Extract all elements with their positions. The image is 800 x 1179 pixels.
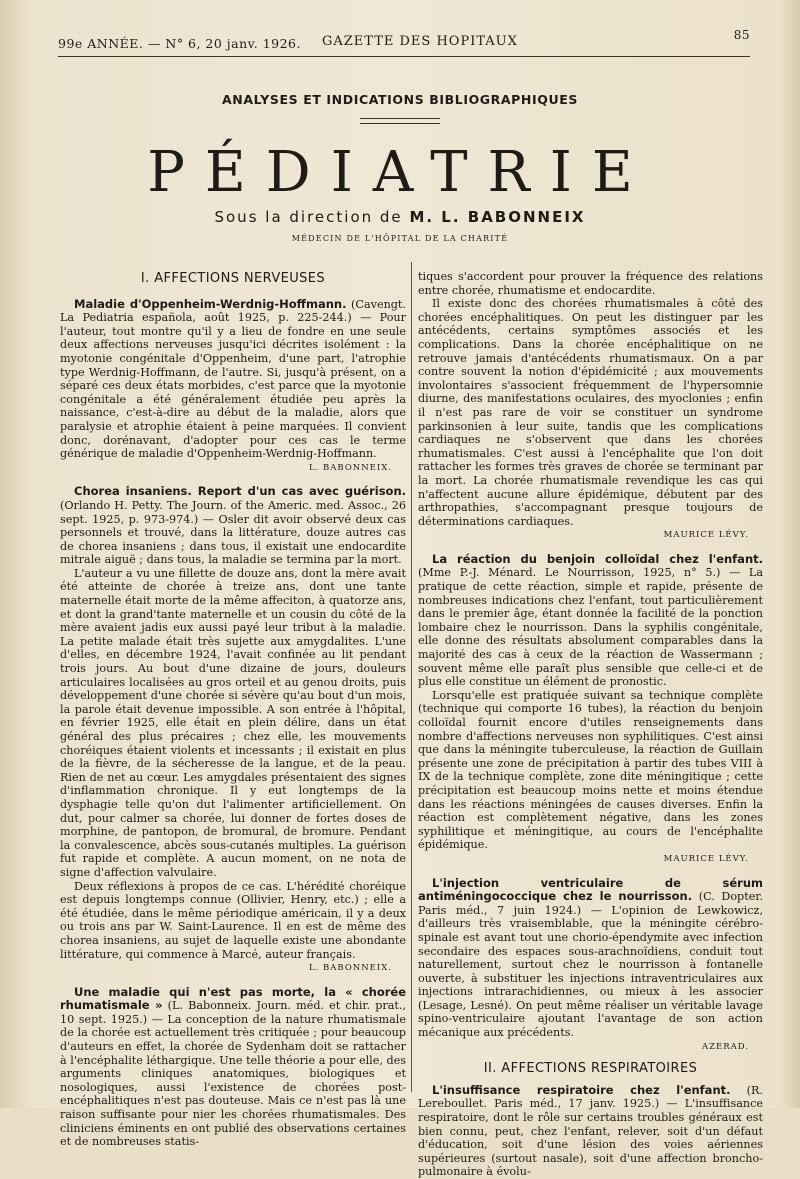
page-number: 85 bbox=[733, 28, 750, 42]
director-position: MÉDECIN DE L'HÔPITAL DE LA CHARITÉ bbox=[291, 234, 509, 243]
page-title: PÉDIATRIE bbox=[147, 140, 653, 205]
direction-prefix: Sous la direction de bbox=[214, 208, 403, 226]
article-paragraph bbox=[60, 986, 406, 1149]
director-name: M. L. BABONNEIX bbox=[409, 208, 586, 226]
article-paragraph bbox=[60, 298, 406, 461]
article-text: (R. Lereboullet. Paris méd., 17 janv. 1925.) — L'insuffisance respiratoire, dont le rôle sur certains troubles généraux est bien connu, peut, chez l'enfant, relever, soit d'un défaut d'éducation, soit d'une lésion des voies aériennes supérieures (surtout nasale), soit d'une affection broncho-pulmonaire à évolu- bbox=[418, 1083, 763, 1179]
running-header bbox=[58, 30, 750, 56]
article-signature: L. BABONNEIX. bbox=[309, 963, 392, 974]
article-text: (L. Babonneix. Journ. méd. et chir. prat., 10 sept. 1925.) — La conception de la nature rhumatismale de la chorée est actuellement très critiquée ; pour beaucoup d'auteurs en effet, la chorée de Sydenham doit se rattacher à l'encéphalite léthargique. Une telle théorie a pour elle, des arguments cliniques anatomiques, biologiques et nosologiques, aussi l'existence de chorées post-encéphalitiques n'est pas douteuse. Mais ce n'est pas là une raison suffisante pour nier les chorées rhumatismales. Des cliniciens éminents en ont publié des observations certaines et de nombreuses statis- bbox=[60, 999, 406, 1149]
direction-line bbox=[0, 208, 800, 226]
article-paragraph-continued: tiques s'accordent pour prouver la fréquence des relations entre chorée, rhumatisme et endocardite. bbox=[418, 270, 763, 297]
article-paragraph: Il existe donc des chorées rhumatismales à côté des chorées encéphalitiques. On peut les distinguer par les antécédents, certains symptômes associés et les complications. Dans la chorée encéphalitique on ne retrouve jamais d'antécédents rhumatismaux. On a par contre souvent la notion d'épidémicité ; aux mouvements involontaires s'associent fréquemment de l'hypersomnie diurne, des manifestations oculaires, des myoclonies ; enfin il n'est pas rare de voir se constituer un syndrome parkinsonien à leur suite, tandis que les complications cardiaques ne s'observent que dans les chorées rhumatismales. C'est aussi à l'encéphalite que l'on doit rattacher les formes très graves de chorée se terminant par la mort. La chorée rhumatismale revendique les cas qui n'affectent aucune allure épidémique, débutent par des arthropathies, s'accompagnant presque toujours de déterminations cardiaques. bbox=[418, 297, 763, 528]
left-column bbox=[60, 270, 406, 1149]
ornament-divider bbox=[360, 118, 440, 124]
article-title: Une maladie qui n'est pas morte, la « chorée rhumatismale » bbox=[60, 984, 406, 1013]
section-heading-respiratory: II. AFFECTIONS RESPIRATOIRES bbox=[483, 1061, 698, 1077]
section-heading: ANALYSES ET INDICATIONS BIBLIOGRAPHIQUES bbox=[222, 92, 578, 107]
article-paragraph bbox=[418, 1084, 763, 1179]
article-title: L'injection ventriculaire de sérum antiméningococcique chez le nourrisson. bbox=[418, 875, 763, 904]
article-paragraph: Lorsqu'elle est pratiquée suivant sa technique complète (technique qui comporte 16 tubes), la réaction du benjoin colloïdal fournit encore d'utiles renseignements dans nombre d'affections nerveuses non syphilitiques. C'est ainsi que dans la méningite tuberculeuse, la réaction de Guillain présente une zone de précipitation à partir des tubes VIII à IX de la technique complète, zone dite méningitique ; cette précipitation est beaucoup moins nette et moins étendue dans les réactions méningées de causes diverses. Enfin la réaction est complètement négative, dans les zones syphilitique et méningitique, au cours de l'encéphalite épidémique. bbox=[418, 688, 763, 852]
journal-name: GAZETTE DES HOPITAUX bbox=[322, 34, 518, 49]
article-paragraph bbox=[418, 877, 763, 1040]
column-divider bbox=[411, 262, 412, 1092]
article-signature: MAURICE LÉVY. bbox=[663, 530, 749, 541]
issue-info: 99e ANNÉE. — N° 6, 20 janv. 1926. bbox=[58, 36, 301, 51]
article-text: (Cavengt. La Pediatria española, août 1925, p. 225-244.) — Pour l'auteur, tout montre qu'il y a lieu de fondre en une seule deux affections nerveuses jusqu'ici décrites isolément : la myotonie congénitale d'Oppenheim, d'une part, l'atrophie type Werdnig-Hoffmann, de l'autre. Si, jusqu'à présent, on a séparé ces deux états morbides, c'est parce que la myotonie congénitale a été généralement étudiée peu après la naissance, c'est-à-dire au début de la maladie, alors que paralysie et atrophie étaient à peine marquées. Il convient donc, dorénavant, d'adopter pour ces cas le terme générique de maladie d'Oppenheim-Werdnig-Hoffmann. bbox=[60, 297, 406, 461]
article-text: (Orlando H. Petty. The Journ. of the Americ. med. Assoc., 26 sept. 1925, p. 973-974.) — Osler dit avoir observé deux cas personnels et trouvé, dans la littérature, douze autres cas de chorea insaniens ; dans tous, il existait une endocardite mitrale aiguë ; dans tous, la maladie se termina par la mort. bbox=[60, 498, 406, 567]
article-signature: MAURICE LÉVY. bbox=[663, 853, 749, 864]
right-column bbox=[418, 270, 763, 1179]
article-text: (Mme P.-J. Ménard. Le Nourrisson, 1925, n° 5.) — La pratique de cette réaction, simple et rapide, présente de nombreuses indications chez l'enfant, tout particulièrement dans le premier âge, étant donnée la facilité de la ponction lombaire chez le nourrisson. Dans la syphilis congénitale, elle donne des résultats absolument comparables dans la majorité des cas à ceux de la réaction de Wassermann ; souvent même elle paraît plus sensible que celle-ci et de plus elle constitue un élément de pronostic. bbox=[418, 566, 763, 689]
header-rule bbox=[58, 56, 750, 57]
article-title: La réaction du benjoin colloïdal chez l'enfant. bbox=[432, 551, 763, 566]
section-heading-nervous: I. AFFECTIONS NERVEUSES bbox=[140, 271, 326, 286]
article-paragraph: L'auteur a vu une fillette de douze ans, dont la mère avait été atteinte de chorée à treize ans, dont une tante maternelle était morte de la même affeciton, à quatorze ans, et dont la grand'tante maternelle et un cousin du côté de la mère avaient jadis eux aussi payé leur tribut à la maladie. La petite malade était très sujette aux amygdalites. L'une d'elles, en décembre 1924, l'avait confinée au lit pendant trois jours. Au bout d'une dizaine de jours, douleurs articulaires localisées au gros orteil et au genou droits, puis développement d'une chorée si sévère qu'au bout d'un mois, la parole était devenue impossible. A son entrée à l'hôpital, en février 1925, elle était en plein délire, dans un état général des plus précaires ; chez elle, les mouvements choréiques étaient violents et incessants ; il existait en plus de la fièvre, de la sécheresse de la langue, et de la peau. Rien de net au cœur. Les amygdales présentaient des signes d'inflammation chronique. Il y eut longtemps de la dysphagie telle qu'on dut l'alimenter artificiellement. On dut, pour calmer sa chorée, lui donner de fortes doses de morphine, de pantopon, de bromural, de bromure. Pendant la convalescence, abcès sous-cutanés multiples. La guérison fut rapide et complète. A aucun moment, on ne nota de signe d'affection valvulaire. bbox=[60, 566, 406, 879]
article-signature: L. BABONNEIX. bbox=[309, 462, 392, 473]
article-paragraph bbox=[60, 485, 406, 567]
article-paragraph: Deux réflexions à propos de ce cas. L'hérédité choréique est depuis longtemps connue (Ollivier, Henry, etc.) ; elle a été étudiée, dans le même périodique américain, il y a deux ou trois ans par W. Saint-Laurence. Il en est de même des chorea insaniens, au sujet de laquelle existe une abondante littérature, qui commence à Marcé, auteur français. bbox=[60, 879, 406, 961]
article-title: Chorea insaniens. Report d'un cas avec guérison. bbox=[74, 484, 406, 499]
article-paragraph bbox=[418, 553, 763, 689]
article-signature: AZERAD. bbox=[701, 1041, 749, 1052]
article-text: (C. Dopter. Paris méd., 7 juin 1924.) — L'opinion de Lewkowicz, d'ailleurs très vraisemblable, que la méningite cérébro-spinale est avant tout une chorio-épendymite avec infection secondaire des espaces sous-arachnoïdiens, conduit tout naturellement, surtout chez le nourrisson à fontanelle ouverte, à substituer les injections intraventriculaires aux injections intrarachidiennes, ou mieux à les associer (Lesage, Lesné). On peut même réaliser un véritable lavage spino-ventriculaire ajoutant l'avantage de son action mécanique aux précédents. bbox=[418, 890, 764, 1040]
article-title: L'insuffisance respiratoire chez l'enfant. bbox=[432, 1082, 731, 1097]
article-title: Maladie d'Oppenheim-Werdnig-Hoffmann. bbox=[74, 296, 347, 311]
